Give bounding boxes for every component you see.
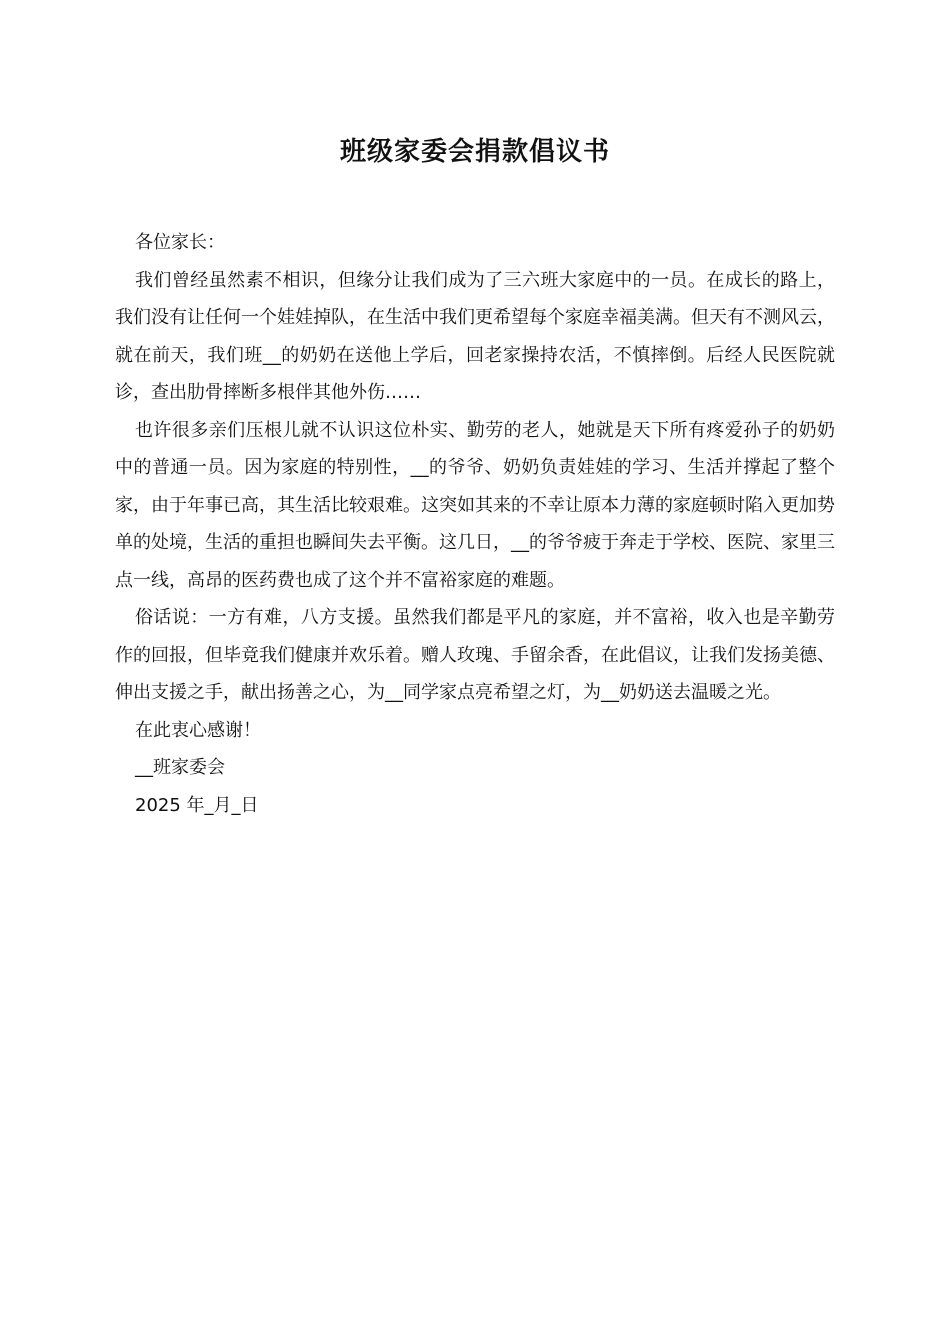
body-paragraph-1: 我们曾经虽然素不相识，但缘分让我们成为了三六班大家庭中的一员。在成长的路上，我们没有让任何一个娃娃掉队，在生活中我们更希望每个家庭幸福美满。但天有不测风云，就在前天，我们班__的奶奶在送他上学后，回老家操持农活，不慎摔倒。后经人民医院就诊，查出肋骨摔断多根伴其他外伤…… (115, 269, 835, 403)
salutation: 各位家长： (135, 232, 225, 253)
document-title: 班级家委会捐款倡议书 (339, 137, 610, 167)
signature: __班家委会 (135, 757, 225, 778)
date-line: 2025 年_月_日 (135, 794, 259, 816)
body-paragraph-3: 俗话说：一方有难，八方支援。虽然我们都是平凡的家庭，并不富裕，收入也是辛勤劳作的回报，但毕竟我们健康并欢乐着。赠人玫瑰、手留余香，在此倡议，让我们发扬美德、伸出支援之手，献出扬善之心，为__同学家点亮希望之灯，为__奶奶送去温暖之光。 (115, 607, 835, 703)
body-paragraph-2: 也许很多亲们压根儿就不认识这位朴实、勤劳的老人，她就是天下所有疼爱孙子的奶奶中的普通一员。因为家庭的特别性，__的爷爷、奶奶负责娃娃的学习、生活并撑起了整个家，由于年事已高，其生活比较艰难。这突如其来的不幸让原本力薄的家庭顿时陷入更加势单的处境，生活的重担也瞬间失去平衡。这几日，__的爷爷疲于奔走于学校、医院、家里三点一线，高昂的医药费也成了这个并不富裕家庭的难题。 (115, 419, 835, 591)
closing-line: 在此衷心感谢！ (135, 719, 261, 741)
document-body (115, 224, 835, 824)
